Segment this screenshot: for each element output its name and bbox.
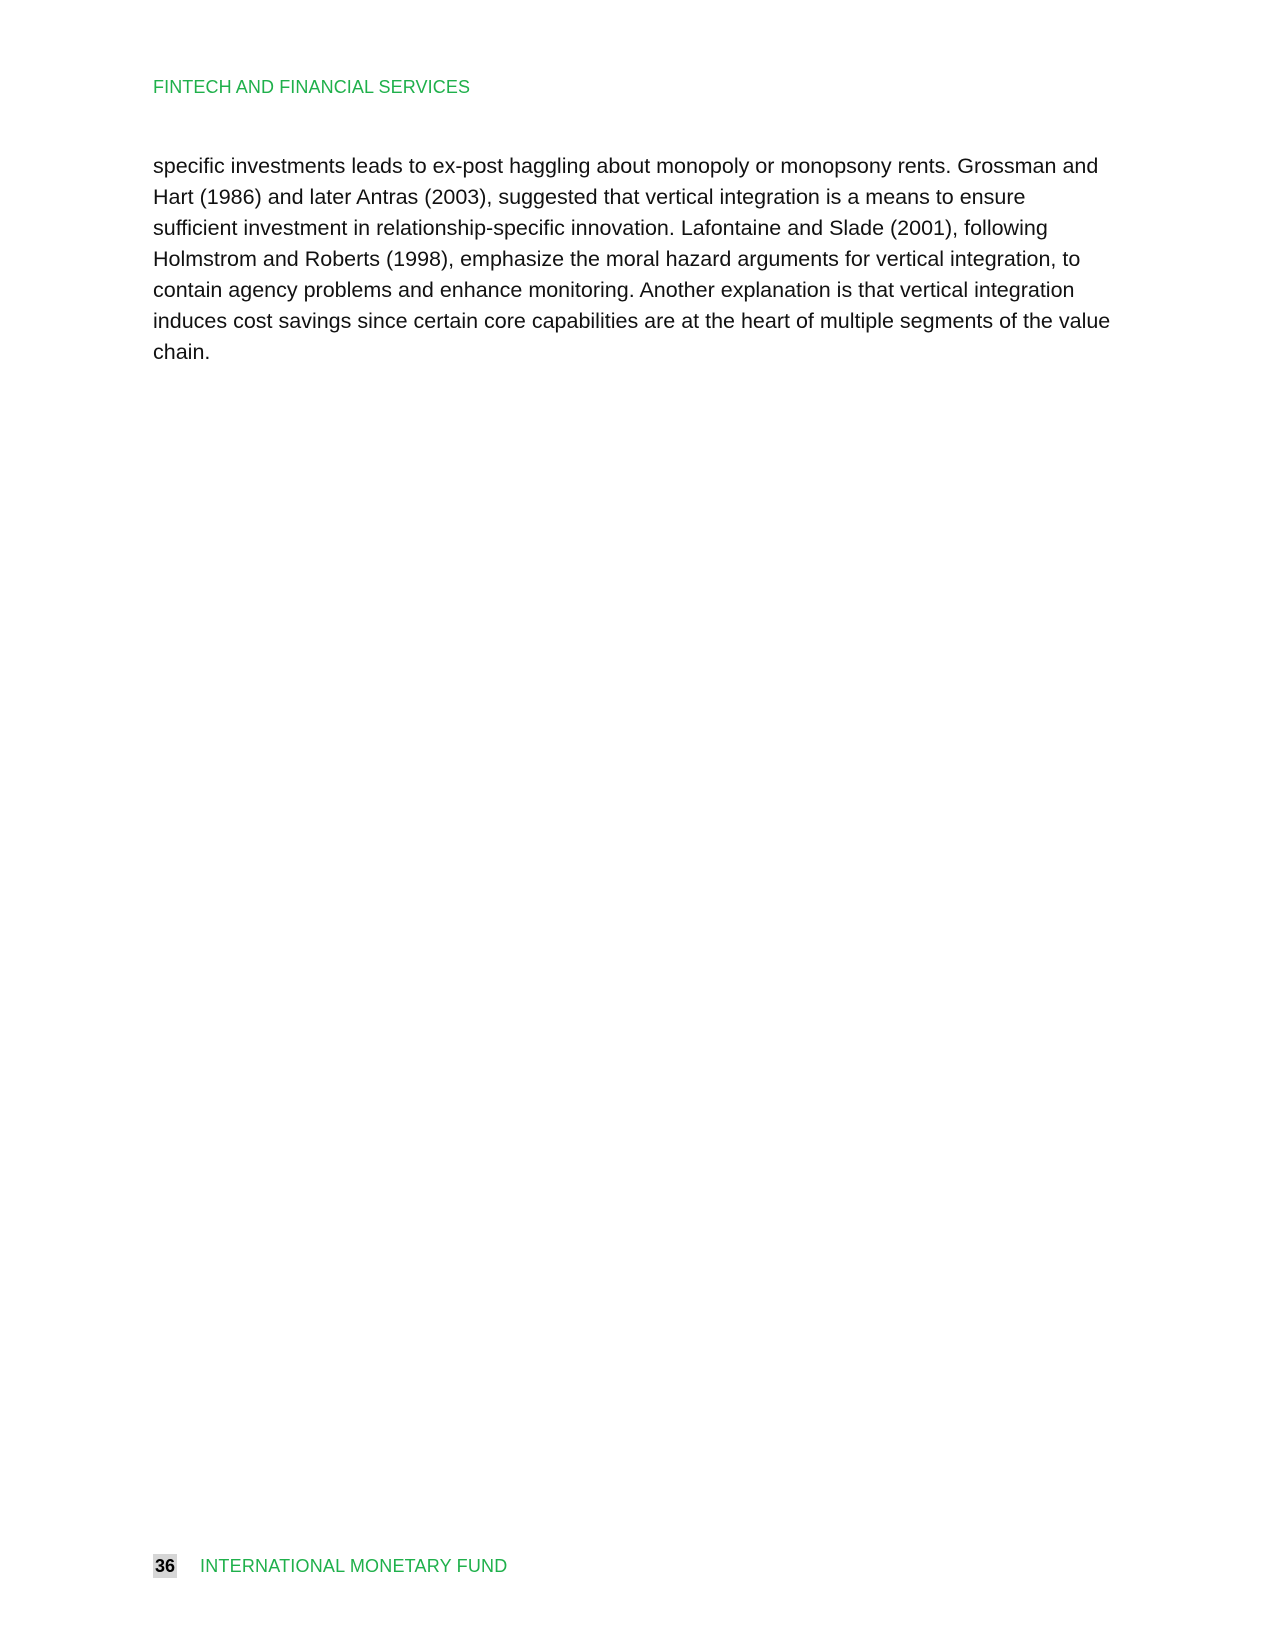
paragraph-line: Hart (1986) and later Antras (2003), suggested that vertical integration is a means to ensure — [153, 185, 1026, 209]
paragraph-line: Holmstrom and Roberts (1998), emphasize the moral hazard arguments for vertical integration, to — [153, 247, 1081, 271]
paragraph-line: specific investments leads to ex-post haggling about monopoly or monopsony rents. Grossman and — [153, 154, 1099, 178]
paragraph-line: induces cost savings since certain core capabilities are at the heart of multiple segments of the value — [153, 309, 1111, 333]
paragraph-line: chain. — [153, 340, 211, 364]
paragraph-line: contain agency problems and enhance monitoring. Another explanation is that vertical integration — [153, 278, 1075, 302]
body-paragraph — [153, 151, 1133, 368]
running-header: FINTECH AND FINANCIAL SERVICES — [153, 77, 471, 97]
footer-organization: INTERNATIONAL MONETARY FUND — [200, 1555, 508, 1576]
page-number: 36 — [155, 1556, 176, 1576]
paragraph-line: sufficient investment in relationship-specific innovation. Lafontaine and Slade (2001), following — [153, 216, 1048, 240]
page-footer — [153, 1554, 507, 1578]
